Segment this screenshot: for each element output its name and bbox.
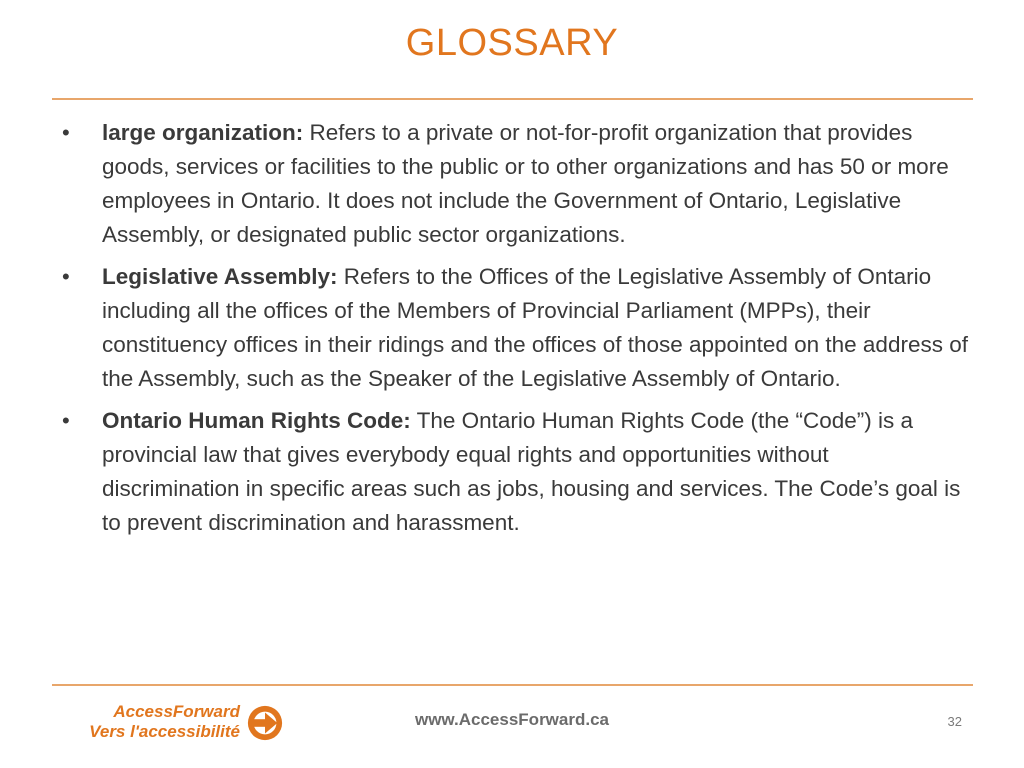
glossary-definition: The Ontario Human Rights Code (the “Code”) is a provincial law that gives everybody equal rights and opportunities without discrimination in specific areas such as jobs, housing and services. The Code’s goal is to prevent discrimination and harassment.: [102, 408, 961, 535]
logo-text-french: Vers l'accessibilité: [89, 722, 240, 741]
bullet: •: [62, 120, 70, 145]
slide-title: GLOSSARY: [405, 22, 619, 64]
glossary-definition: Refers to a private or not-for-profit organization that provides goods, services or facilities to the public or to other organizations and has 50 or more employees in Ontario. It does not include the Government of Ontario, Legislative Assembly, or designated public sector organizations.: [102, 120, 949, 247]
website-link[interactable]: www.AccessForward.ca: [414, 710, 609, 729]
glossary-entry-human-rights-code: [62, 404, 972, 540]
glossary-entry-legislative-assembly: [62, 260, 972, 396]
glossary-term: Legislative Assembly:: [102, 264, 338, 289]
glossary-definition: Refers to the Offices of the Legislative Assembly of Ontario including all the offices of the Members of Provincial Parliament (MPPs), their constituency offices in their ridings and the offices of those appointed on the address of the Assembly, such as the Speaker of the Legislative Assembly of Ontario.: [102, 264, 968, 391]
bullet: •: [62, 264, 70, 289]
glossary-term: Ontario Human Rights Code:: [102, 408, 411, 433]
glossary-term: large organization:: [102, 120, 304, 145]
page-number: 32: [947, 714, 962, 729]
glossary-entry-large-organization: [62, 116, 972, 252]
glossary-list: [62, 116, 972, 548]
top-divider: [52, 98, 973, 100]
bullet: •: [62, 408, 70, 433]
logo-text-english: AccessForward: [113, 702, 240, 721]
bottom-divider: [52, 684, 973, 686]
